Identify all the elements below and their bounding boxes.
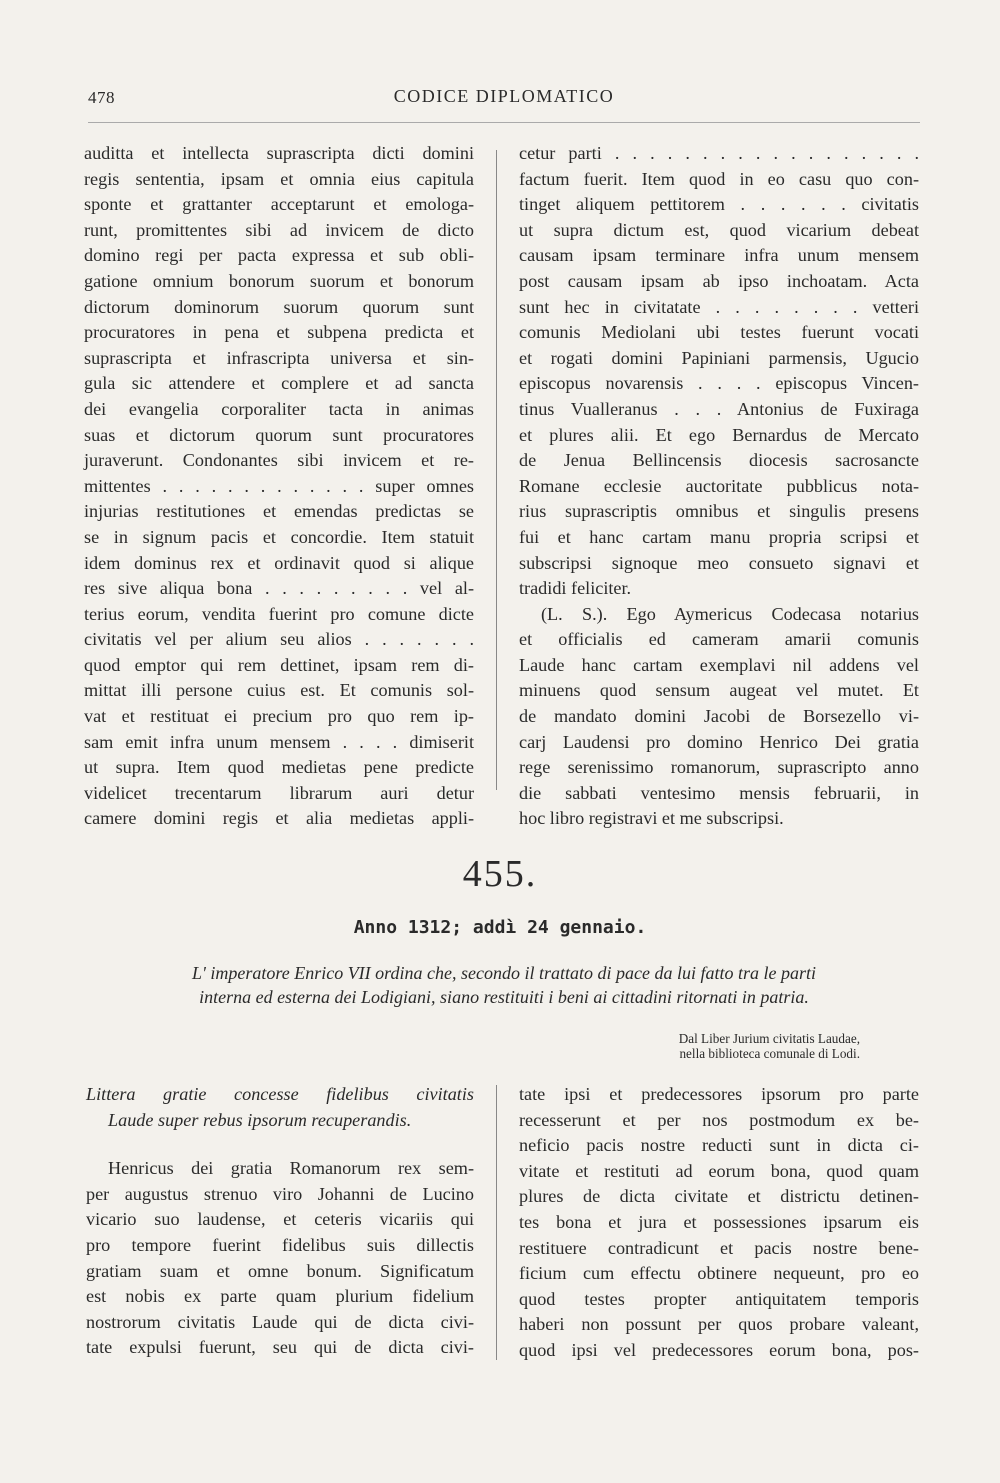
- text-line: et rogati domini Papiniani parmensis, Ugucio: [519, 347, 919, 368]
- column-bottom-left: [86, 1082, 474, 1361]
- page-number: 478: [88, 88, 115, 107]
- header-rule: [88, 122, 920, 123]
- text-line: per augustus strenuo viro Johanni de Lucino: [86, 1183, 474, 1204]
- text-line: de Jenua Bellincensis diocesis sacrosancte: [519, 450, 919, 471]
- text-line: ut supra. Item quod medietas pene predicte: [84, 757, 474, 778]
- text-line: auditta et intellecta suprascripta dicti domini: [84, 143, 474, 163]
- text-line: et officialis ed cameram amarii comunis: [519, 629, 919, 650]
- text-line: Laude hanc cartam exemplavi nil addens vel: [519, 654, 919, 675]
- text-line: tate ipsi et predecessores ipsorum pro parte: [519, 1084, 919, 1104]
- page-header: [88, 82, 920, 116]
- text-line: episcopus novarensis . . . . episcopus Vincen-: [519, 373, 919, 394]
- document-date: Anno 1312; addì 24 gennaio.: [353, 917, 647, 938]
- summary-line: L' imperatore Enrico VII ordina che, secondo il trattato di pace da lui fatto tra le parti: [192, 963, 816, 983]
- text-line: recesserunt et per nos postmodum ex be-: [519, 1109, 919, 1130]
- text-line: hoc libro registravi et me subscripsi.: [519, 808, 784, 829]
- text-line: factum fuerit. Item quod in eo casu quo con-: [519, 168, 919, 189]
- text-line: se in signum pacis et concordie. Item statuit: [84, 526, 474, 547]
- text-line: tes bona et jura et possessiones ipsarum eis: [519, 1211, 919, 1232]
- text-line: sunt hec in civitatate . . . . . . . . vetteri: [519, 296, 919, 317]
- text-line: comunis Mediolani ubi testes fuerunt vocati: [519, 322, 919, 343]
- column-divider: [496, 1085, 497, 1360]
- text-line: subscripsi signoque meo consueto signavi et: [519, 552, 919, 573]
- text-line: videlicet trecentarum librarum auri detur: [84, 782, 474, 803]
- text-line: ficium cum effectu obtinere nequeunt, pro eo: [519, 1263, 919, 1284]
- text-line: quod testes propter antiquitatem temporis: [519, 1288, 919, 1309]
- text-line: runt, promittentes sibi ad invicem de dicto: [84, 219, 474, 240]
- text-line: tinget aliquem pettitorem . . . . . . civitatis: [519, 194, 919, 215]
- column-divider: [496, 150, 497, 790]
- text-line: suas et dictorum quorum sunt procuratores: [84, 424, 474, 445]
- running-title: CODICE DIPLOMATICO: [393, 86, 615, 106]
- text-line: Henricus dei gratia Romanorum rex sem-: [108, 1158, 474, 1179]
- text-line: carj Laudensi pro domino Henrico Dei gratia: [519, 731, 919, 752]
- text-line: quod emptor qui rem dettinet, ipsam rem di-: [84, 654, 474, 675]
- letter-heading-line: Laude super rebus ipsorum recuperandis.: [108, 1109, 412, 1130]
- text-line: nostrorum civitatis Laude qui de dicta civi-: [86, 1311, 474, 1332]
- text-line: restituere contradicunt et pacis nostre bene-: [519, 1237, 919, 1258]
- text-line: die sabbati ventesimo mensis februarii, in: [519, 782, 919, 803]
- text-line: gatione omnium bonorum suorum et bonorum: [84, 270, 474, 291]
- text-line: res sive aliqua bona . . . . . . . . . vel al-: [84, 578, 474, 599]
- text-line: domino regi per pacta expressa et sub obli-: [84, 245, 474, 266]
- text-line: tinus Vualleranus . . . Antonius de Fuxiraga: [519, 398, 919, 419]
- text-line: ut supra dictum est, quod vicarium debeat: [519, 219, 919, 240]
- text-line: idem dominus rex et ordinavit quod si alique: [84, 552, 474, 573]
- text-line: tate expulsi fuerunt, seu qui de dicta civi-: [86, 1337, 474, 1358]
- source-line: Dal Liber Jurium civitatis Laudae,: [678, 1031, 860, 1046]
- text-line: (L. S.). Ego Aymericus Codecasa notarius: [541, 603, 919, 624]
- text-line: dictorum dominorum suorum quorum sunt: [84, 296, 474, 317]
- text-line: procuratores in pena et subpena predicta et: [84, 322, 474, 343]
- text-line: camere domini regis et alia medietas appli-: [84, 808, 474, 829]
- source-line: nella biblioteca comunale di Lodi.: [679, 1046, 860, 1061]
- text-line: rege serenissimo romanorum, suprascripto anno: [519, 757, 919, 778]
- document-summary: [88, 961, 920, 1009]
- text-line: cetur parti . . . . . . . . . . . . . . . . . .: [519, 143, 919, 163]
- text-line: tradidi feliciter.: [519, 578, 632, 599]
- text-line: haberi non possunt per quos probare valeant,: [519, 1314, 919, 1335]
- text-line: rius suprascriptis omnibus et singulis presens: [519, 501, 919, 522]
- text-line: sponte et grattanter acceptarunt et emologa-: [84, 194, 474, 215]
- text-line: est nobis ex parte quam plurium fidelium: [86, 1286, 474, 1307]
- text-line: mittentes . . . . . . . . . . . . . super omnes: [84, 475, 474, 496]
- text-line: vicario suo laudense, et ceteris vicariis qui: [86, 1209, 474, 1230]
- text-line: terius eorum, vendita fuerint pro comune dicte: [84, 603, 474, 624]
- document-source: [560, 1031, 860, 1061]
- text-line: et plures alii. Et ego Bernardus de Mercato: [519, 424, 919, 445]
- text-line: gula sic attendere et complere et ad sancta: [84, 373, 474, 394]
- letter-heading-line: Littera gratie concesse fidelibus civitatis: [86, 1084, 474, 1104]
- summary-line: interna ed esterna dei Lodigiani, siano restituiti i beni ai cittadini ritornati in patria.: [199, 987, 809, 1007]
- text-line: plures de dicta civitate et districtu detinen-: [519, 1186, 919, 1207]
- text-line: fui et hanc cartam manu propria scripsi et: [519, 526, 919, 547]
- text-line: injurias restitutiones et emendas predictas se: [84, 501, 474, 522]
- text-line: sam emit infra unum mensem . . . . dimiserit: [84, 731, 474, 752]
- text-line: Romane ecclesie auctoritate pubblicus nota-: [519, 475, 919, 496]
- text-line: civitatis vel per alium seu alios . . . . . . .: [84, 629, 474, 650]
- text-line: neficio pacis nostre reducti sunt in dicta ci-: [519, 1135, 919, 1156]
- text-line: post causam ipsam ab ipso inchoatam. Acta: [519, 270, 919, 291]
- paragraph-gap: [86, 1133, 474, 1156]
- text-line: juraverunt. Condonantes sibi invicem et re-: [84, 450, 474, 471]
- column-top-right: [519, 141, 919, 832]
- text-line: regis sententia, ipsam et omnia eius capitula: [84, 168, 474, 189]
- text-line: causam ipsam terminare infra unum mensem: [519, 245, 919, 266]
- column-top-left: [84, 141, 474, 832]
- text-line: gratiam suam et omne bonum. Significatum: [86, 1260, 474, 1281]
- text-line: dei evangelia corporaliter tacta in animas: [84, 398, 474, 419]
- text-line: suprascripta et infrascripta universa et sin-: [84, 347, 474, 368]
- column-bottom-right: [519, 1082, 919, 1364]
- text-line: minuens quod sensum augeat vel mutet. Et: [519, 680, 919, 701]
- text-line: vitate et restituti ad eorum bona, quod quam: [519, 1160, 919, 1181]
- document-number: 455.: [462, 853, 538, 895]
- text-line: quod ipsi vel predecessores eorum bona, pos-: [519, 1339, 919, 1360]
- text-line: pro tempore fuerint fidelibus suis dillectis: [86, 1234, 474, 1255]
- text-line: mittat illi persone cuius est. Et comunis sol-: [84, 680, 474, 701]
- text-line: de mandato domini Jacobi de Borsezello vi-: [519, 706, 919, 727]
- text-line: vat et restituat ei precium pro quo rem ip-: [84, 706, 474, 727]
